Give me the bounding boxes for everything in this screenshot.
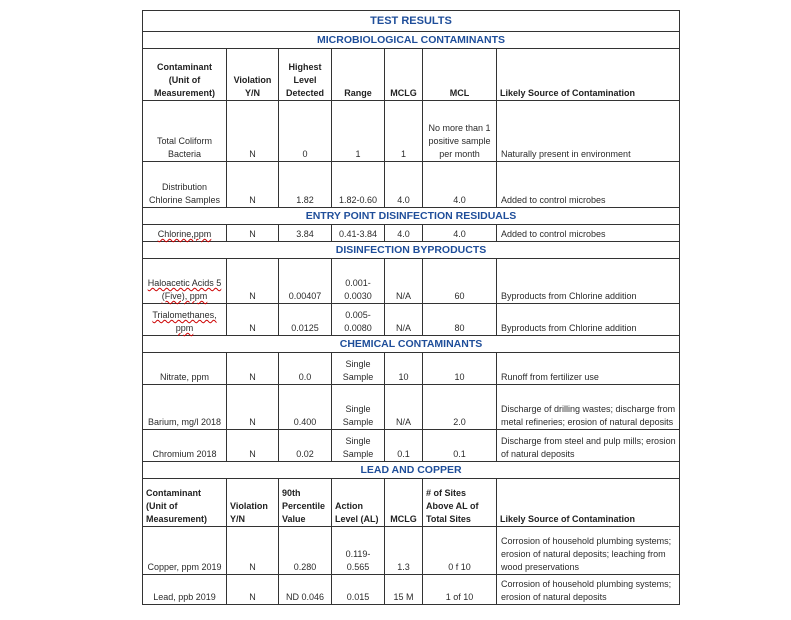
mcl-value: 0.1	[423, 430, 497, 462]
table-row	[143, 527, 680, 575]
header-mclg: MCLG	[385, 479, 423, 527]
header-likely-source: Likely Source of Contamination	[497, 49, 680, 101]
sites-value: 1 of 10	[423, 575, 497, 605]
mcl-value: 80	[423, 304, 497, 336]
table-row	[143, 304, 680, 336]
header-percentile: 90th Percentile Value	[279, 479, 332, 527]
section-chemical: CHEMICAL CONTAMINANTS	[143, 336, 680, 353]
table-row	[143, 575, 680, 605]
range-value: Single Sample	[332, 430, 385, 462]
range-value: 0.41-3.84	[332, 225, 385, 242]
contaminant-name: Distribution Chlorine Samples	[143, 162, 227, 208]
test-results-table	[142, 10, 680, 605]
table-row	[143, 259, 680, 304]
contaminant-name: Copper, ppm 2019	[143, 527, 227, 575]
mclg-value: 4.0	[385, 225, 423, 242]
mcl-value: 4.0	[423, 162, 497, 208]
section-entry-point: ENTRY POINT DISINFECTION RESIDUALS	[143, 208, 680, 225]
source-value: Runoff from fertilizer use	[497, 353, 680, 385]
mcl-value: No more than 1 positive sample per month	[423, 101, 497, 162]
highest-level-value: 0.00407	[279, 259, 332, 304]
highest-level-value: 0.0	[279, 353, 332, 385]
header-highest-level: Highest Level Detected	[279, 49, 332, 101]
mclg-value: 4.0	[385, 162, 423, 208]
highest-level-value: 0.02	[279, 430, 332, 462]
contaminant-name: Total Coliform Bacteria	[143, 101, 227, 162]
mclg-value: N/A	[385, 385, 423, 430]
mcl-value: 2.0	[423, 385, 497, 430]
source-value: Corrosion of household plumbing systems; erosion of natural deposits; leaching from wood preservations	[497, 527, 680, 575]
mclg-value: 1.3	[385, 527, 423, 575]
mclg-value: 10	[385, 353, 423, 385]
highest-level-value: 3.84	[279, 225, 332, 242]
percentile-value: 0.280	[279, 527, 332, 575]
highest-level-value: 0.0125	[279, 304, 332, 336]
mcl-value: 60	[423, 259, 497, 304]
range-value: 1.82-0.60	[332, 162, 385, 208]
contaminant-name: Chromium 2018	[143, 430, 227, 462]
violation-value: N	[227, 430, 279, 462]
header-mcl: MCL	[423, 49, 497, 101]
header-violation: Violation Y/N	[227, 49, 279, 101]
sites-value: 0 f 10	[423, 527, 497, 575]
contaminant-name: Chlorine,ppm	[143, 225, 227, 242]
contaminant-name: Nitrate, ppm	[143, 353, 227, 385]
table-row	[143, 225, 680, 242]
source-value: Added to control microbes	[497, 162, 680, 208]
highest-level-value: 0	[279, 101, 332, 162]
source-value: Byproducts from Chlorine addition	[497, 304, 680, 336]
range-value: Single Sample	[332, 353, 385, 385]
range-value: Single Sample	[332, 385, 385, 430]
header-range: Range	[332, 49, 385, 101]
source-value: Discharge of drilling wastes; discharge from metal refineries; erosion of natural deposits	[497, 385, 680, 430]
header-contaminant: Contaminant (Unit of Measurement)	[143, 479, 227, 527]
source-value: Corrosion of household plumbing systems; erosion of natural deposits	[497, 575, 680, 605]
violation-value: N	[227, 162, 279, 208]
action-level-value: 0.119-0.565	[332, 527, 385, 575]
contaminant-name: Barium, mg/l 2018	[143, 385, 227, 430]
header-sites-above-al: # of Sites Above AL of Total Sites	[423, 479, 497, 527]
source-value: Naturally present in environment	[497, 101, 680, 162]
mclg-value: 0.1	[385, 430, 423, 462]
table-row	[143, 430, 680, 462]
violation-value: N	[227, 259, 279, 304]
violation-value: N	[227, 353, 279, 385]
source-value: Discharge from steel and pulp mills; erosion of natural deposits	[497, 430, 680, 462]
table-row	[143, 353, 680, 385]
violation-value: N	[227, 304, 279, 336]
violation-value: N	[227, 101, 279, 162]
mclg-value: N/A	[385, 304, 423, 336]
table-row	[143, 385, 680, 430]
header-violation: Violation Y/N	[227, 479, 279, 527]
header-contaminant: Contaminant (Unit of Measurement)	[143, 49, 227, 101]
table-row	[143, 101, 680, 162]
contaminant-name: Lead, ppb 2019	[143, 575, 227, 605]
range-value: 0.005-0.0080	[332, 304, 385, 336]
source-value: Added to control microbes	[497, 225, 680, 242]
mclg-value: N/A	[385, 259, 423, 304]
percentile-value: ND 0.046	[279, 575, 332, 605]
mcl-value: 4.0	[423, 225, 497, 242]
header-mclg: MCLG	[385, 49, 423, 101]
contaminant-name: Haloacetic Acids 5 (Five), ppm	[143, 259, 227, 304]
highest-level-value: 1.82	[279, 162, 332, 208]
highest-level-value: 0.400	[279, 385, 332, 430]
source-value: Byproducts from Chlorine addition	[497, 259, 680, 304]
header-action-level: Action Level (AL)	[332, 479, 385, 527]
section-lead-copper: LEAD AND COPPER	[143, 462, 680, 479]
contaminant-name: Trialomethanes, ppm	[143, 304, 227, 336]
section-disinfection-byproducts: DISINFECTION BYPRODUCTS	[143, 242, 680, 259]
mcl-value: 10	[423, 353, 497, 385]
mclg-value: 15 M	[385, 575, 423, 605]
violation-value: N	[227, 225, 279, 242]
violation-value: N	[227, 527, 279, 575]
mclg-value: 1	[385, 101, 423, 162]
header-likely-source: Likely Source of Contamination	[497, 479, 680, 527]
violation-value: N	[227, 385, 279, 430]
section-microbiological: MICROBIOLOGICAL CONTAMINANTS	[143, 32, 680, 49]
range-value: 1	[332, 101, 385, 162]
table-row	[143, 162, 680, 208]
report-title: TEST RESULTS	[143, 11, 680, 32]
action-level-value: 0.015	[332, 575, 385, 605]
violation-value: N	[227, 575, 279, 605]
range-value: 0.001-0.0030	[332, 259, 385, 304]
